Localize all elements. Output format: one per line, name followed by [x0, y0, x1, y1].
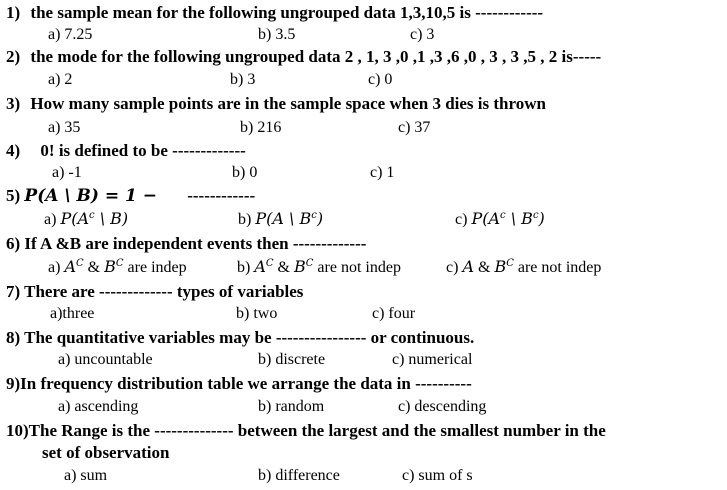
- question-2: [6, 46, 601, 68]
- option-text: are not indep: [313, 259, 401, 276]
- option-c[interactable]: c) 0: [368, 71, 393, 88]
- question-number: 4): [6, 141, 21, 160]
- question-text: the sample mean for the following ungrouped data 1,3,10,5 is ------------: [30, 3, 544, 22]
- option-c[interactable]: [446, 256, 601, 279]
- option-a[interactable]: [44, 208, 128, 231]
- set-b: B: [494, 257, 507, 276]
- question-number: 1): [6, 3, 21, 22]
- option-b[interactable]: b) 3: [230, 71, 256, 88]
- set-a: A: [254, 257, 266, 276]
- option-b[interactable]: b) 3.5: [258, 26, 296, 43]
- question-7: [6, 281, 303, 303]
- option-text: are not indep: [513, 259, 602, 276]
- question-text: The quantitative variables may be ---------------- or continuous.: [24, 328, 475, 347]
- option-a[interactable]: a) uncountable: [58, 351, 153, 368]
- option-b[interactable]: b) difference: [258, 467, 340, 484]
- question-blank: ------------: [187, 186, 256, 205]
- option-b[interactable]: [237, 256, 401, 279]
- option-b[interactable]: b) 216: [240, 119, 282, 136]
- question-formula: P(A \ B) = 1 −: [24, 186, 157, 206]
- question-number: 8): [6, 328, 21, 347]
- question-text: In frequency distribution table we arrange the data in ----------: [20, 374, 472, 393]
- superscript: C: [305, 258, 314, 269]
- question-number: 5): [6, 186, 21, 205]
- question-text: How many sample points are in the sample space when 3 dies is thrown: [30, 94, 546, 113]
- question-number: 3): [6, 94, 21, 113]
- option-prefix: b): [237, 259, 255, 276]
- question-number: 7): [6, 282, 21, 301]
- option-text: are indep: [123, 259, 187, 276]
- ampersand: &: [83, 259, 105, 276]
- set-b: B: [104, 257, 116, 276]
- option-formula-tail: ): [316, 209, 324, 228]
- option-formula: P(A: [471, 209, 500, 228]
- option-c[interactable]: c) descending: [398, 398, 487, 415]
- option-prefix: a): [48, 259, 65, 276]
- option-formula-tail: \ B): [94, 209, 129, 228]
- ampersand: &: [474, 259, 495, 276]
- option-a[interactable]: a) 2: [48, 71, 73, 88]
- set-a: A: [462, 257, 474, 276]
- option-c[interactable]: c) 37: [398, 119, 431, 136]
- question-number: 6): [6, 234, 21, 253]
- option-c[interactable]: [455, 208, 545, 231]
- question-4: [6, 140, 246, 162]
- option-b[interactable]: b) 0: [232, 164, 258, 181]
- option-formula-tail: ): [538, 209, 545, 228]
- superscript: c: [311, 210, 317, 221]
- option-a[interactable]: a) ascending: [58, 398, 139, 415]
- option-b[interactable]: b) discrete: [258, 351, 326, 368]
- superscript: c: [89, 210, 95, 221]
- option-c[interactable]: c) 3: [410, 26, 435, 43]
- option-a[interactable]: [48, 256, 187, 279]
- question-6: [6, 233, 366, 255]
- superscript: c: [500, 210, 506, 221]
- option-prefix: c): [446, 259, 463, 276]
- option-b[interactable]: b) two: [236, 305, 278, 322]
- superscript: C: [265, 258, 274, 269]
- ampersand: &: [273, 259, 294, 276]
- option-a[interactable]: a)three: [50, 305, 95, 322]
- question-text: The Range is the -------------- between the largest and the smallest number in the: [28, 421, 606, 440]
- question-3: [6, 93, 546, 115]
- option-prefix: a): [44, 211, 61, 228]
- question-text: If A &B are independent events then -------------: [24, 234, 367, 253]
- question-text: the mode for the following ungrouped data 2 , 1, 3 ,0 ,1 ,3 ,6 ,0 , 3 , 3 ,5 , 2 is-----: [30, 47, 602, 66]
- set-a: A: [64, 257, 76, 276]
- question-text: 0! is defined to be -------------: [40, 141, 246, 160]
- question-9: [6, 373, 472, 395]
- option-c[interactable]: c) 1: [370, 164, 395, 181]
- set-b: B: [294, 257, 306, 276]
- option-a[interactable]: a) sum: [64, 467, 108, 484]
- question-number: 9): [6, 374, 21, 393]
- option-formula-mid: \ B: [505, 209, 533, 228]
- option-c[interactable]: c) sum of s: [402, 467, 473, 484]
- option-formula: P(A \ B: [255, 209, 312, 228]
- question-text: There are ------------- types of variables: [24, 282, 304, 301]
- option-c[interactable]: c) four: [372, 305, 416, 322]
- option-a[interactable]: a) 7.25: [48, 26, 93, 43]
- question-number: 2): [6, 47, 21, 66]
- superscript: c: [532, 210, 539, 221]
- option-prefix: c): [455, 211, 472, 228]
- superscript: C: [115, 258, 124, 269]
- question-8: [6, 327, 474, 349]
- option-b[interactable]: [238, 208, 323, 231]
- question-number: 10): [6, 421, 29, 440]
- option-formula: P(A: [60, 209, 89, 228]
- superscript: C: [506, 258, 514, 269]
- question-5: [6, 185, 255, 207]
- question-10-continued: set of observation: [42, 443, 170, 462]
- option-a[interactable]: a) 35: [48, 119, 81, 136]
- question-10: [6, 420, 606, 442]
- superscript: C: [76, 258, 84, 269]
- option-prefix: b): [238, 211, 256, 228]
- option-b[interactable]: b) random: [258, 398, 325, 415]
- option-c[interactable]: c) numerical: [392, 351, 473, 368]
- option-a[interactable]: a) -1: [52, 164, 82, 181]
- question-1: [6, 2, 543, 24]
